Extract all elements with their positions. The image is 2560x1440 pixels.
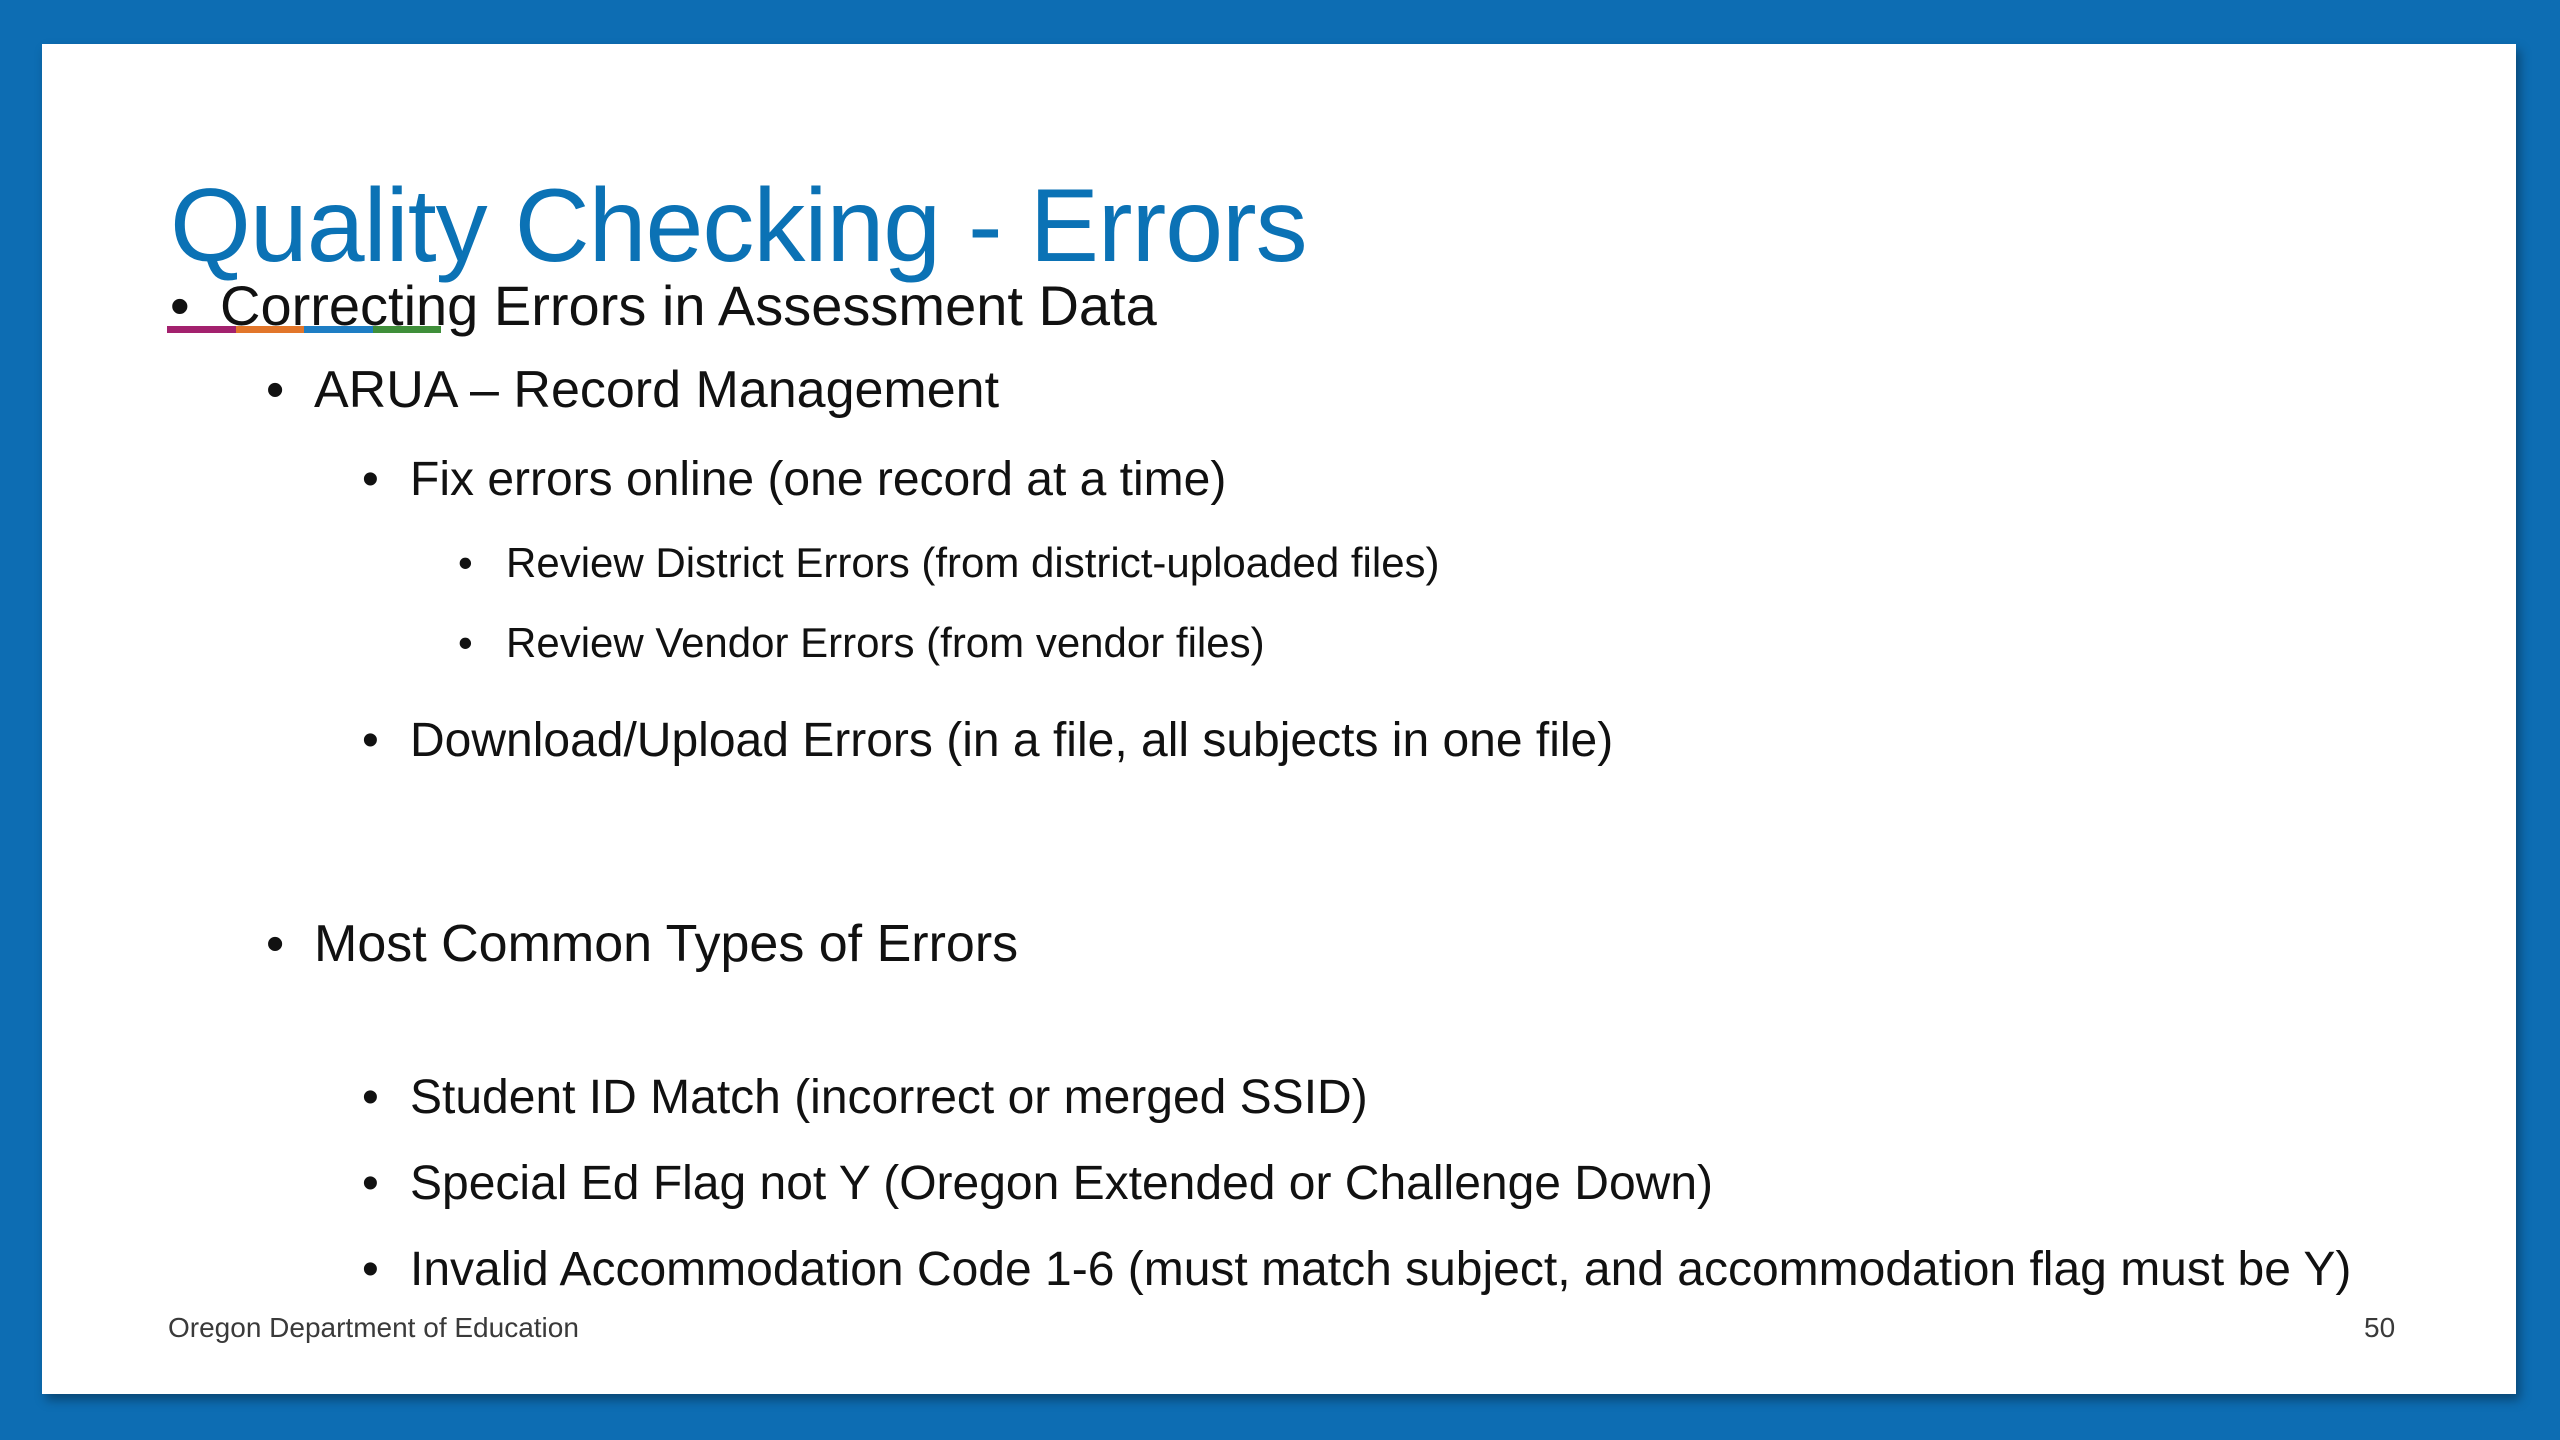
bullet-text: Correcting Errors in Assessment Data (220, 274, 1157, 337)
bullet-dot: • (458, 539, 473, 586)
bullet-dot: • (362, 714, 379, 767)
bullet-dot: • (170, 274, 190, 337)
page-number: 50 (2364, 1312, 2396, 1343)
bullet-text: ARUA – Record Management (314, 361, 1000, 419)
bullet-dot: • (362, 1071, 379, 1124)
bullet-text: Special Ed Flag not Y (Oregon Extended or Challenge Down) (410, 1157, 1714, 1210)
bullet-dot: • (362, 1157, 379, 1210)
slide-title: Quality Checking - Errors (170, 168, 1307, 284)
bullet-text: Download/Upload Errors (in a file, all subjects in one file) (410, 714, 1614, 767)
bullet-list (42, 44, 2516, 1394)
slide (42, 44, 2516, 1394)
bullet-dot: • (266, 361, 285, 419)
bullet-dot: • (362, 453, 379, 506)
bullet-text: Fix errors online (one record at a time) (410, 453, 1227, 506)
bullet-dot: • (266, 915, 285, 973)
bullet-dot: • (362, 1243, 379, 1296)
bullet-text: Review District Errors (from district-uploaded files) (506, 539, 1440, 586)
bullet-text: Student ID Match (incorrect or merged SSID) (410, 1071, 1368, 1124)
bullet-dot: • (458, 619, 473, 666)
footer-organization: Oregon Department of Education (168, 1312, 579, 1343)
bullet-text: Invalid Accommodation Code 1-6 (must match subject, and accommodation flag must be Y) (410, 1243, 2352, 1296)
bullet-text: Most Common Types of Errors (314, 915, 1019, 973)
bullet-text: Review Vendor Errors (from vendor files) (506, 619, 1265, 666)
